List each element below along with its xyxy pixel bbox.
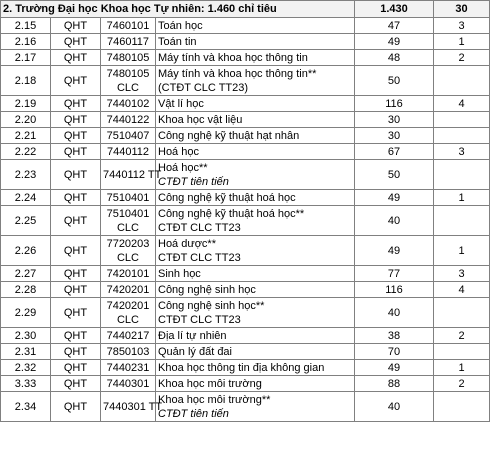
school-code-cell: QHT <box>51 392 101 422</box>
table-row <box>1 392 490 422</box>
major-code-cell <box>101 66 156 96</box>
school-code-cell: QHT <box>51 282 101 298</box>
school-code-cell: QHT <box>51 360 101 376</box>
school-code-cell: QHT <box>51 344 101 360</box>
extra-quota-cell: 1 <box>434 236 490 266</box>
table-row <box>1 344 490 360</box>
major-name-cell <box>156 144 355 160</box>
stt-cell: 2.28 <box>1 282 51 298</box>
major-name-line: Hoá học <box>158 145 199 158</box>
quota-cell: 88 <box>355 376 434 392</box>
major-code-line: 7850103 <box>106 345 150 358</box>
major-name-line: (CTĐT CLC TT23) <box>158 81 249 94</box>
table-row <box>1 34 490 50</box>
major-name-line: Toán tin <box>158 35 197 48</box>
major-code-cell <box>101 50 156 66</box>
extra-quota-cell <box>434 160 490 190</box>
major-name-line: Hoá học** <box>158 161 208 174</box>
quota-cell: 49 <box>355 236 434 266</box>
extra-quota-cell: 1 <box>434 360 490 376</box>
major-code-line: 7480105 <box>106 51 150 64</box>
school-code-cell: QHT <box>51 50 101 66</box>
major-code-line: 7440112 <box>106 145 149 158</box>
extra-quota-cell: 3 <box>434 144 490 160</box>
stt-cell: 2.25 <box>1 206 51 236</box>
major-code-line: 7480105 <box>106 67 150 80</box>
major-name-cell <box>156 66 355 96</box>
section-title: 2. Trường Đại học Khoa học Tự nhiên: 1.460 chỉ tiêu <box>1 1 355 18</box>
school-code-cell: QHT <box>51 266 101 282</box>
major-code-cell <box>101 298 156 328</box>
extra-quota-cell: 1 <box>434 34 490 50</box>
section-total-quota: 1.430 <box>355 1 434 18</box>
quota-cell: 49 <box>355 190 434 206</box>
stt-cell: 2.23 <box>1 160 51 190</box>
major-name-cell <box>156 282 355 298</box>
extra-quota-cell <box>434 344 490 360</box>
major-code-line: 7440217 <box>106 329 150 342</box>
major-code-line: 7510401 <box>106 191 150 204</box>
quota-cell: 38 <box>355 328 434 344</box>
major-name-cell <box>156 360 355 376</box>
major-code-line: 7440102 <box>106 97 150 110</box>
table-row <box>1 144 490 160</box>
major-name-line: Khoa học thông tin địa không gian <box>158 361 325 374</box>
table-row <box>1 376 490 392</box>
table-row <box>1 236 490 266</box>
major-name-line: Máy tính và khoa học thông tin <box>158 51 308 64</box>
major-code-line: 7420201 <box>106 299 150 312</box>
major-name-line: Khoa học môi trường** <box>158 393 271 406</box>
major-name-line: CTĐT CLC TT23 <box>158 221 241 234</box>
major-name-cell <box>156 236 355 266</box>
quota-cell: 77 <box>355 266 434 282</box>
quota-cell: 30 <box>355 112 434 128</box>
table-row <box>1 360 490 376</box>
stt-cell: 2.15 <box>1 18 51 34</box>
major-code-line: 7460101 <box>106 19 150 32</box>
major-code-cell <box>101 190 156 206</box>
quota-cell: 40 <box>355 298 434 328</box>
major-code-line: CLC <box>116 313 139 326</box>
table-row <box>1 112 490 128</box>
major-code-line: CLC <box>116 81 139 94</box>
table-row <box>1 190 490 206</box>
major-name-line: Khoa học môi trường <box>158 377 262 390</box>
extra-quota-cell: 4 <box>434 282 490 298</box>
school-code-cell: QHT <box>51 376 101 392</box>
quota-cell: 116 <box>355 282 434 298</box>
stt-cell: 2.34 <box>1 392 51 422</box>
stt-cell: 2.22 <box>1 144 51 160</box>
school-code-cell: QHT <box>51 144 101 160</box>
table-body <box>1 1 490 422</box>
table-row <box>1 298 490 328</box>
extra-quota-cell <box>434 112 490 128</box>
major-name-line: Công nghệ kỹ thuật hạt nhân <box>158 129 300 142</box>
school-code-cell: QHT <box>51 206 101 236</box>
major-name-cell <box>156 96 355 112</box>
major-name-cell <box>156 112 355 128</box>
table-row <box>1 18 490 34</box>
table-row <box>1 206 490 236</box>
school-code-cell: QHT <box>51 66 101 96</box>
major-code-line: 7440122 <box>106 113 150 126</box>
major-code-cell <box>101 376 156 392</box>
major-name-line: Toán học <box>158 19 203 32</box>
extra-quota-cell: 3 <box>434 266 490 282</box>
quota-cell: 70 <box>355 344 434 360</box>
extra-quota-cell <box>434 392 490 422</box>
major-name-line: Công nghệ sinh học <box>158 283 256 296</box>
stt-cell: 2.32 <box>1 360 51 376</box>
extra-quota-cell: 2 <box>434 376 490 392</box>
major-code-line: CLC <box>116 221 139 234</box>
major-code-cell <box>101 160 162 190</box>
major-code-cell <box>101 128 156 144</box>
stt-cell: 2.17 <box>1 50 51 66</box>
extra-quota-cell <box>434 66 490 96</box>
major-code-line: 7420101 <box>106 267 150 280</box>
quota-cell: 50 <box>355 66 434 96</box>
extra-quota-cell <box>434 128 490 144</box>
school-code-cell: QHT <box>51 298 101 328</box>
quota-cell: 47 <box>355 18 434 34</box>
quota-cell: 40 <box>355 206 434 236</box>
major-name-line: Công nghệ sinh học** <box>158 299 265 312</box>
major-code-line: 7510407 <box>106 129 150 142</box>
major-name-cell <box>156 328 355 344</box>
major-code-line: 7420201 <box>106 283 150 296</box>
quota-cell: 49 <box>355 34 434 50</box>
stt-cell: 3.33 <box>1 376 51 392</box>
major-code-line: 7460117 <box>106 35 149 48</box>
section-extra-quota: 30 <box>434 1 490 18</box>
major-name-line: CTĐT tiên tiến <box>158 175 229 188</box>
major-name-cell <box>156 266 355 282</box>
school-code-cell: QHT <box>51 128 101 144</box>
extra-quota-cell: 3 <box>434 18 490 34</box>
major-code-cell <box>101 328 156 344</box>
school-code-cell: QHT <box>51 34 101 50</box>
table-row <box>1 160 490 190</box>
major-name-cell <box>156 160 355 190</box>
stt-cell: 2.21 <box>1 128 51 144</box>
table-row <box>1 66 490 96</box>
major-name-cell <box>156 298 355 328</box>
stt-cell: 2.20 <box>1 112 51 128</box>
extra-quota-cell: 1 <box>434 190 490 206</box>
stt-cell: 2.29 <box>1 298 51 328</box>
stt-cell: 2.30 <box>1 328 51 344</box>
major-name-cell <box>156 376 355 392</box>
major-code-cell <box>101 112 156 128</box>
major-name-cell <box>156 206 355 236</box>
stt-cell: 2.26 <box>1 236 51 266</box>
stt-cell: 2.18 <box>1 66 51 96</box>
stt-cell: 2.16 <box>1 34 51 50</box>
quota-cell: 67 <box>355 144 434 160</box>
stt-cell: 2.24 <box>1 190 51 206</box>
table-row <box>1 128 490 144</box>
major-name-line: Quản lý đất đai <box>158 345 232 358</box>
extra-quota-cell <box>434 206 490 236</box>
major-name-line: Hoá dược** <box>158 237 216 250</box>
major-name-cell <box>156 34 355 50</box>
major-code-cell <box>101 18 156 34</box>
major-name-line: Công nghệ kỹ thuật hoá học <box>158 191 296 204</box>
major-code-cell <box>101 266 156 282</box>
major-name-cell <box>156 344 355 360</box>
table-row <box>1 50 490 66</box>
major-code-cell <box>101 34 156 50</box>
major-code-line: 7440301 <box>106 377 150 390</box>
major-code-cell <box>101 144 156 160</box>
major-name-line: Máy tính và khoa học thông tin** <box>158 67 317 80</box>
major-code-cell <box>101 96 156 112</box>
school-code-cell: QHT <box>51 96 101 112</box>
major-name-cell <box>156 18 355 34</box>
major-code-line: 7440231 <box>106 361 150 374</box>
major-name-line: Công nghệ kỹ thuật hoá học** <box>158 207 305 220</box>
extra-quota-cell: 4 <box>434 96 490 112</box>
quota-cell: 30 <box>355 128 434 144</box>
major-name-cell <box>156 50 355 66</box>
school-code-cell: QHT <box>51 112 101 128</box>
quota-cell: 50 <box>355 160 434 190</box>
stt-cell: 2.31 <box>1 344 51 360</box>
major-code-line: 7440301 TT <box>103 400 163 413</box>
major-name-cell <box>156 392 355 422</box>
major-code-cell <box>101 282 156 298</box>
stt-cell: 2.19 <box>1 96 51 112</box>
extra-quota-cell: 2 <box>434 328 490 344</box>
major-code-cell <box>101 360 156 376</box>
major-name-line: Sinh học <box>158 267 201 280</box>
quota-cell: 49 <box>355 360 434 376</box>
major-code-cell <box>101 392 163 422</box>
major-code-cell <box>101 236 156 266</box>
extra-quota-cell <box>434 298 490 328</box>
table-row <box>1 96 490 112</box>
major-name-line: CTĐT tiên tiến <box>158 407 229 420</box>
school-code-cell: QHT <box>51 18 101 34</box>
school-code-cell: QHT <box>51 190 101 206</box>
quota-cell: 40 <box>355 392 434 422</box>
school-code-cell: QHT <box>51 160 101 190</box>
major-name-line: Khoa học vật liệu <box>158 113 243 126</box>
major-code-cell <box>101 344 156 360</box>
major-name-cell <box>156 128 355 144</box>
major-name-line: CTĐT CLC TT23 <box>158 313 241 326</box>
school-code-cell: QHT <box>51 236 101 266</box>
major-code-line: CLC <box>116 251 139 264</box>
major-name-line: CTĐT CLC TT23 <box>158 251 241 264</box>
major-name-line: Vật lí học <box>158 97 204 110</box>
major-code-line: 7440112 TT <box>103 168 162 181</box>
school-code-cell: QHT <box>51 328 101 344</box>
extra-quota-cell: 2 <box>434 50 490 66</box>
major-name-line: Địa lí tự nhiên <box>158 329 227 342</box>
quota-cell: 116 <box>355 96 434 112</box>
quota-cell: 48 <box>355 50 434 66</box>
table-row <box>1 328 490 344</box>
major-code-line: 7510401 <box>106 207 150 220</box>
stt-cell: 2.27 <box>1 266 51 282</box>
table-row <box>1 266 490 282</box>
major-code-line: 7720203 <box>106 237 150 250</box>
major-name-cell <box>156 190 355 206</box>
major-code-cell <box>101 206 156 236</box>
section-header-row <box>1 1 490 18</box>
table-row <box>1 282 490 298</box>
